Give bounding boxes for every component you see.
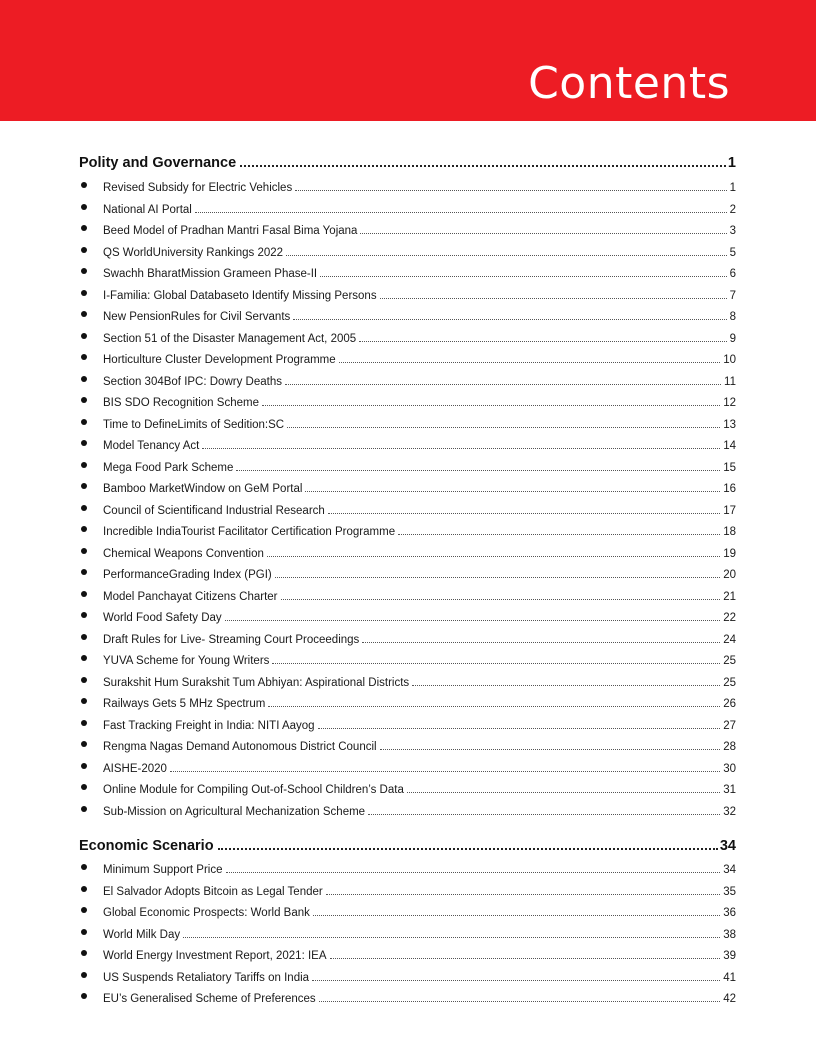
dot-leader <box>218 848 718 850</box>
toc-entry[interactable] <box>79 547 736 565</box>
toc-entry[interactable] <box>79 525 736 543</box>
bullet-icon <box>79 224 103 234</box>
dot-leader <box>368 814 720 815</box>
bullet-icon <box>79 332 103 342</box>
dot-leader <box>287 427 720 428</box>
entry-page-number: 30 <box>723 762 736 775</box>
dot-leader <box>320 276 726 277</box>
entry-page-number: 5 <box>729 246 736 259</box>
dot-leader <box>412 685 720 686</box>
entry-title: BIS SDO Recognition Scheme <box>103 397 259 409</box>
entry-title: Model Tenancy Act <box>103 440 200 452</box>
toc-entry[interactable] <box>79 697 736 715</box>
bullet-icon <box>79 396 103 406</box>
toc-entry[interactable] <box>79 353 736 371</box>
entry-title: Draft Rules for Live- Streaming Court Proceedings <box>103 633 360 646</box>
toc-entry[interactable] <box>79 783 736 801</box>
toc-entry[interactable] <box>79 885 736 903</box>
bullet-icon <box>79 310 103 320</box>
bullet-icon <box>79 719 103 729</box>
entry-page-number: 9 <box>729 332 736 345</box>
toc-entry[interactable] <box>79 949 736 967</box>
bullet-icon <box>79 611 103 621</box>
bullet-icon <box>79 547 103 557</box>
dot-leader <box>240 165 726 167</box>
bullet-icon <box>79 949 103 959</box>
dot-leader <box>360 233 726 234</box>
dot-leader <box>380 749 721 750</box>
dot-leader <box>305 491 720 492</box>
toc-entry[interactable] <box>79 375 736 393</box>
bullet-icon <box>79 783 103 793</box>
dot-leader <box>328 513 720 514</box>
entry-title: New PensionRules for Civil Servants <box>103 311 291 323</box>
section-heading[interactable] <box>79 155 736 177</box>
dot-leader <box>170 771 720 772</box>
entry-page-number: 16 <box>723 483 736 495</box>
toc-entry[interactable] <box>79 482 736 500</box>
toc-entry[interactable] <box>79 246 736 264</box>
toc-entry[interactable] <box>79 504 736 522</box>
dot-leader <box>195 212 727 213</box>
section-page-number: 34 <box>719 838 736 854</box>
toc-entry[interactable] <box>79 418 736 436</box>
toc-entry[interactable] <box>79 396 736 414</box>
bullet-icon <box>79 504 103 514</box>
entry-page-number: 7 <box>729 289 736 302</box>
toc-entry[interactable] <box>79 310 736 328</box>
bullet-icon <box>79 267 103 277</box>
toc-entry[interactable] <box>79 590 736 608</box>
entry-page-number: 10 <box>723 354 736 366</box>
bullet-icon <box>79 418 103 428</box>
toc-entry[interactable] <box>79 971 736 989</box>
entry-page-number: 26 <box>723 698 736 710</box>
entry-page-number: 13 <box>723 418 736 431</box>
entry-page-number: 36 <box>723 907 736 919</box>
toc-entry[interactable] <box>79 805 736 823</box>
entry-title: Minimum Support Price <box>103 864 223 876</box>
dot-leader <box>318 728 721 729</box>
entry-page-number: 39 <box>723 950 736 962</box>
entry-title: Model Panchayat Citizens Charter <box>103 590 278 603</box>
entry-title: Revised Subsidy for Electric Vehicles <box>103 182 293 194</box>
toc-entry[interactable] <box>79 461 736 479</box>
toc-entry[interactable] <box>79 719 736 737</box>
dot-leader <box>281 599 721 600</box>
toc-entry[interactable] <box>79 762 736 780</box>
entry-page-number: 34 <box>723 864 736 876</box>
entry-page-number: 12 <box>723 397 736 409</box>
toc-entry[interactable] <box>79 289 736 307</box>
bullet-icon <box>79 971 103 981</box>
dot-leader <box>262 405 720 406</box>
entry-title: Sub-Mission on Agricultural Mechanization Scheme <box>103 805 366 818</box>
entry-title: Railways Gets 5 MHz Spectrum <box>103 698 266 710</box>
dot-leader <box>286 255 727 256</box>
entry-page-number: 25 <box>723 676 736 689</box>
dot-leader <box>225 620 721 621</box>
dot-leader <box>319 1001 721 1002</box>
toc-entry[interactable] <box>79 928 736 946</box>
toc-entry[interactable] <box>79 203 736 221</box>
entry-page-number: 27 <box>723 719 736 732</box>
entry-title: Section 51 of the Disaster Management Act, 2005 <box>103 332 357 345</box>
page-title: Contents <box>528 58 730 109</box>
entry-title: YUVA Scheme for Young Writers <box>103 655 270 667</box>
bullet-icon <box>79 654 103 664</box>
entry-page-number: 2 <box>729 203 736 216</box>
dot-leader <box>295 190 726 191</box>
entry-page-number: 20 <box>723 569 736 581</box>
entry-page-number: 6 <box>729 268 736 280</box>
entry-title: Global Economic Prospects: World Bank <box>103 907 310 919</box>
dot-leader <box>330 958 721 959</box>
bullet-icon <box>79 181 103 191</box>
bullet-icon <box>79 289 103 299</box>
toc-entry[interactable] <box>79 740 736 758</box>
entry-title: Rengma Nagas Demand Autonomous District Council <box>103 741 377 753</box>
bullet-icon <box>79 203 103 213</box>
toc-entry[interactable] <box>79 676 736 694</box>
dot-leader <box>202 448 720 449</box>
toc-entry[interactable] <box>79 992 736 1010</box>
bullet-icon <box>79 353 103 363</box>
entry-page-number: 22 <box>723 612 736 624</box>
entry-title: Mega Food Park Scheme <box>103 461 234 474</box>
entry-page-number: 15 <box>723 461 736 474</box>
toc-entry[interactable] <box>79 332 736 350</box>
section-heading[interactable] <box>79 838 736 860</box>
entry-page-number: 25 <box>723 655 736 667</box>
entry-title: I-Familia: Global Databaseto Identify Missing Persons <box>103 289 377 302</box>
entry-title: Online Module for Compiling Out-of-School Children’s Data <box>103 784 404 796</box>
bullet-icon <box>79 885 103 895</box>
bullet-icon <box>79 246 103 256</box>
entry-title: Surakshit Hum Surakshit Tum Abhiyan: Aspirational Districts <box>103 676 410 689</box>
entry-title: World Food Safety Day <box>103 612 222 624</box>
toc-entry[interactable] <box>79 181 736 199</box>
toc-entry[interactable] <box>79 863 736 881</box>
bullet-icon <box>79 590 103 600</box>
entry-title: Section 304Bof IPC: Dowry Deaths <box>103 375 282 388</box>
dot-leader <box>312 980 720 981</box>
entry-page-number: 38 <box>723 928 736 941</box>
toc-entry[interactable] <box>79 654 736 672</box>
bullet-icon <box>79 633 103 643</box>
dot-leader <box>226 872 721 873</box>
entry-title: El Salvador Adopts Bitcoin as Legal Tender <box>103 885 323 898</box>
dot-leader <box>267 556 720 557</box>
entry-page-number: 28 <box>723 741 736 753</box>
dot-leader <box>362 642 720 643</box>
toc-entry[interactable] <box>79 267 736 285</box>
entry-page-number: 11 <box>724 375 736 388</box>
entry-title: AISHE-2020 <box>103 762 167 775</box>
entry-title: Incredible IndiaTourist Facilitator Certification Programme <box>103 526 396 538</box>
dot-leader <box>407 792 720 793</box>
bullet-icon <box>79 568 103 578</box>
dot-leader <box>313 915 720 916</box>
entry-title: Beed Model of Pradhan Mantri Fasal Bima Yojana <box>103 225 358 237</box>
bullet-icon <box>79 676 103 686</box>
section-title: Polity and Governance <box>79 155 237 171</box>
entry-title: EU’s Generalised Scheme of Preferences <box>103 993 316 1005</box>
section-page-number: 1 <box>727 155 736 171</box>
entry-page-number: 24 <box>723 633 736 646</box>
dot-leader <box>236 470 720 471</box>
bullet-icon <box>79 928 103 938</box>
entry-title: US Suspends Retaliatory Tariffs on India <box>103 971 310 984</box>
bullet-icon <box>79 992 103 1002</box>
dot-leader <box>359 341 726 342</box>
entry-page-number: 31 <box>723 784 736 796</box>
entry-page-number: 19 <box>723 547 736 560</box>
section-title: Economic Scenario <box>79 838 214 854</box>
entry-title: Time to DefineLimits of Sedition:SC <box>103 418 285 431</box>
entry-title: World Milk Day <box>103 928 181 941</box>
dot-leader <box>326 894 720 895</box>
toc-entry[interactable] <box>79 439 736 457</box>
bullet-icon <box>79 762 103 772</box>
bullet-icon <box>79 439 103 449</box>
dot-leader <box>293 319 726 320</box>
entry-page-number: 17 <box>723 504 736 517</box>
entry-page-number: 3 <box>729 225 736 237</box>
entry-title: Chemical Weapons Convention <box>103 547 264 560</box>
toc-entry[interactable] <box>79 611 736 629</box>
bullet-icon <box>79 525 103 535</box>
entry-page-number: 1 <box>729 182 736 194</box>
bullet-icon <box>79 805 103 815</box>
entry-page-number: 18 <box>723 526 736 538</box>
entry-title: Fast Tracking Freight in India: NITI Aayog <box>103 719 315 732</box>
dot-leader <box>272 663 720 664</box>
entry-title: Swachh BharatMission Grameen Phase-II <box>103 268 318 280</box>
dot-leader <box>339 362 721 363</box>
bullet-icon <box>79 906 103 916</box>
toc-entry[interactable] <box>79 906 736 924</box>
entry-page-number: 41 <box>723 971 736 984</box>
entry-title: Horticulture Cluster Development Programme <box>103 354 336 366</box>
entry-page-number: 21 <box>723 590 736 603</box>
toc-entry[interactable] <box>79 568 736 586</box>
entry-page-number: 35 <box>723 885 736 898</box>
dot-leader <box>398 534 720 535</box>
bullet-icon <box>79 740 103 750</box>
dot-leader <box>380 298 727 299</box>
bullet-icon <box>79 482 103 492</box>
dot-leader <box>183 937 720 938</box>
entry-page-number: 42 <box>723 993 736 1005</box>
dot-leader <box>268 706 720 707</box>
toc-entry[interactable] <box>79 224 736 242</box>
entry-page-number: 14 <box>723 440 736 452</box>
toc-entry[interactable] <box>79 633 736 651</box>
bullet-icon <box>79 375 103 385</box>
dot-leader <box>285 384 721 385</box>
entry-page-number: 8 <box>729 311 736 323</box>
entry-title: Council of Scientificand Industrial Research <box>103 504 325 517</box>
entry-title: QS WorldUniversity Rankings 2022 <box>103 246 284 259</box>
bullet-icon <box>79 461 103 471</box>
entry-title: PerformanceGrading Index (PGI) <box>103 569 272 581</box>
entry-title: Bamboo MarketWindow on GeM Portal <box>103 483 303 495</box>
dot-leader <box>275 577 720 578</box>
entry-page-number: 32 <box>723 805 736 818</box>
entry-title: World Energy Investment Report, 2021: IEA <box>103 950 327 962</box>
bullet-icon <box>79 863 103 873</box>
entry-title: National AI Portal <box>103 203 192 216</box>
bullet-icon <box>79 697 103 707</box>
